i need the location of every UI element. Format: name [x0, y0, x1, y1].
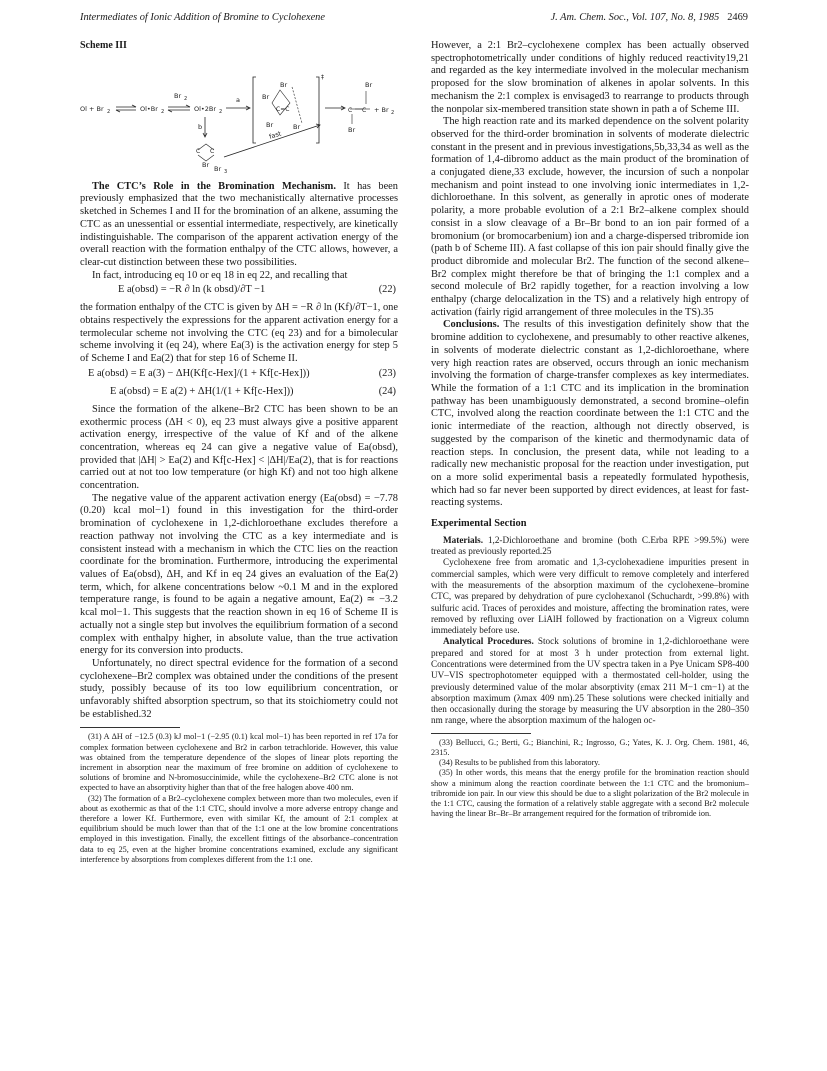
equation-22 [80, 284, 398, 299]
journal-name: J. Am. Chem. Soc., Vol. 107, No. 8, 1985 [550, 12, 720, 23]
paragraph-eq-intro: In fact, introducing eq 10 or eq 18 in eq 22, and recalling that [92, 269, 348, 281]
paragraph-negative-value: The negative value of the apparent activation energy (Ea(obsd) = −7.78 (0.20) kcal mol−1) found in this investigation for the third-order bromination of cyclohexene in 1,2-dichloroethane excludes therefore a reaction pathway not involving the CTC as a key intermediate and is consistent instead with a mechanism in which the CTC lies on the reaction coordinate for the bromination. Furthermore, introducing the experimental values of Ea(obsd), ΔH, and Kf in eq 24 gives an evaluation of the Ea(2) term, which, for alkene concentrations below ~0.1 M and in the explored temperature range, is found to be again a negative amount, Ea(2) ≃ −3.2 kcal mol−1. This suggests that the reaction shown in eq 16 of Scheme II is actually not a single step but involves the equilibrium formation of a second complex with enthalpy higher, in absolute value, than the true activation energy for its conversion into products. [80, 492, 398, 657]
equation-24 [80, 386, 398, 401]
footnote-rule [80, 727, 180, 728]
label-bromonium-br: Br [202, 160, 210, 169]
svg-text:C: C [348, 106, 353, 114]
reaction-scheme-svg [80, 57, 398, 173]
paragraph-conclusions: Conclusions. The results of this investigation definitely show that the bromine addition to cyclohexene, and presumably to other reactive alkenes, in solvents of moderate dielectric constant as 1,2-dichloroethane, where very high reaction rates are observed, occurs through an ionic mechanism involving the formation of charge-transfer complexes as key intermediates. While the formation of a 1:1 CTC and its implication in the bromination pathway has been unambiguously demonstrated, a second bromine–olefin CTC, involved along the reaction coordinate between the 1:1 CTC and the ionic intermediate of the reaction, although not directly observed, is suggested by the comparison of the kinetic and thermodynamic data of reaction steps. In conclusion, the present data, while not leading to a radically new mechanistic proposal for the reaction under investigation, put on a more solid experimental basis a repeatedly formulated hypothesis, which had so far never been supported by direct evidences, at least for fast-reacting systems. [431, 319, 749, 509]
footnote-32: (32) The formation of a Br2–cyclohexene complex between more than two molecules, even if about as exothermic as that of the 1:1 CTC, should involve a more adverse entropy change and therefore a lower Kf. Furthermore, even with similar Kf, the amount of 2:1 complex at equilibrium should be much lower than that of the 1:1 one at the low bromine concentrations employed in this investigation. Finally, the excellent fittings of the absorbance–concentration data to eq 25, even at the higher bromine concentrations examined, exclude any significant interference by absorptions from complexes different from the 1:1 one. [80, 793, 398, 864]
label-ol-br2: Ol + Br [80, 104, 104, 113]
paragraph-cyclohexene: Cyclohexene free from aromatic and 1,3-cyclohexadiene impurities present in commercial samples, which were very difficult to remove completely and interfered with the measurements of the absorption maximum of the cyclohexene–bromine CTC, was prepared by dehydration of pure cyclohexanol (Schuchardt, >99.8%) with sulfuric acid. Traces of peroxides and moisture, affecting the bromination rates, were removed by refluxing over LiAlH followed by fractionation on a Vigreux column immediately before use. [431, 557, 749, 636]
equation-24-expr: E a(obsd) = E a(2) + ΔH(1/(1 + Kf[c-Hex])) [110, 385, 294, 397]
paragraph-ctc-role: The CTC’s Role in the Bromination Mechanism. It has been previously emphasized that the two mechanistically alternative processes sketched in Schemes I and II for the bromination of an alkene, assuming the CTC as an unessential or essential intermediate, respectively, are kinetically indistinguishable. The comparison of the apparent activation energy of the overall reaction with the formation enthalpy of the CTC allows, however, a clear-cut distinction between these two possibilities. [80, 180, 398, 268]
svg-text:C: C [210, 147, 215, 155]
equation-22-expr: E a(obsd) = −R ∂ ln (k obsd)/∂T −1 [118, 284, 266, 296]
paragraph-unfortunately: Unfortunately, no direct spectral evidence for the formation of a second cyclohexene–Br2 complex was obtained under the conditions of the present study, possibly because of its too low equilibrium concentration, or unfavorably shifted absorption spectrum, so that its stoichiometry could not be established.32 [80, 657, 398, 720]
page-number: 2469 [727, 12, 748, 23]
svg-text:C=C: C=C [276, 105, 290, 113]
footnote-34: (34) Results to be published from this laboratory. [439, 758, 600, 768]
paragraph-21-complex: However, a 2:1 Br2–cyclohexene complex has been actually observed spectrophotometrically under conditions of highly reduced reactivity19,21 and regarded as the key intermediate involved in the molecular mechanism proposed for the slow bromination of alkenes in apolar solvents. In this mechanism the 2:1 complex is envisaged3 to rearrange to products through the nonpolar six-membered transition state shown in path a of Scheme III. [431, 40, 749, 115]
svg-text:C: C [362, 106, 367, 114]
svg-text:2: 2 [107, 108, 111, 115]
running-header [80, 12, 748, 28]
paragraph-high-rate: The high reaction rate and its marked dependence on the solvent polarity observed for the third-order bromination in solvents of moderate dielectric constant in the present and in previous investigations,5b,33,34 as well as the formation of 1,4-dibromo adduct as the main product of the bromination of a conjugated diene,33 exclude, however, the incursion of such a nonpolar mechanism and point instead to one involving ionic intermediates in 1,2-dichloroethane. In this solvent, as generally in aprotic ones of moderate polarity, a more probable evolution of a 2:1 Br2–alkene complex should consist in a slow cleavage of a Br–Br bond to an ion pair formed of a bromonium (or bromocarbenium) ion and a charge-dispersed tribromide ion (path b of Scheme III). A fast collapse of this ion pair should finally give the product dibromide and molecular Br2. The function of the second alkene–Br2 complex might therefore be that of bringing the 1:1 complex and a second molecule of Br2 rapidly together, for a reaction involving a low enthalpy (charge delocalization in the TS) and a relatively high entropy of activation (fairly rigid arrangement of three molecules in the TS).35 [431, 116, 749, 318]
paragraph-materials: Materials. 1,2-Dichloroethane and bromine (both C.Erba RPE >99.5%) were treated as previously reported.25 [431, 534, 749, 557]
scheme-title: Scheme III [80, 40, 127, 51]
svg-text:C: C [196, 147, 201, 155]
article-title-header: Intermediates of Ionic Addition of Bromine to Cyclohexene [80, 12, 325, 23]
label-product-br-top: Br [365, 80, 373, 89]
label-path-b: b [198, 122, 203, 131]
left-column [80, 40, 398, 865]
label-br3: Br [214, 164, 222, 173]
svg-text:2: 2 [391, 109, 395, 116]
label-path-a: a [236, 95, 240, 104]
experimental-section-body [431, 535, 749, 727]
svg-text:2: 2 [219, 108, 223, 115]
footnote-35: (35) In other words, this means that the energy profile for the bromination reaction should show a minimum along the reaction coordinate between the 1:1 CTC and the bromonium–tribromide ion pair. In our view this should be due to a slight polarization of the Br2 molecule in the 1:1 CTC, causing the formation of a relatively stable aggregate with a second Br2 molecule having the linear Br–Br–Br arrangement required for the formation of tribromide ion. [431, 768, 749, 819]
svg-text:3: 3 [224, 168, 228, 173]
label-br2-reagent: Br [174, 91, 182, 100]
paragraph-analytical: Analytical Procedures. Stock solutions of bromine in 1,2-dichloroethane were prepared and stored for at most 3 h under protection from external light. Concentrations were determined from the UV spectra taken in a Pye Unicam SP8-400 UV–VIS spectrophotometer equipped with a thermostated cell-holder, using the previously determined value of the molar absorptivity (εmax 211 M−1 cm−1) at the absorption maximum (λmax 409 nm).25 These solutions were checked initially and then occasionally during the storage by measuring the UV absorption in the 280–350 nm range, where the absorption maximum of the halogen oc- [431, 636, 749, 726]
paragraph-ctc-role-runin: The CTC’s Role in the Bromination Mechanism. [92, 180, 336, 192]
paragraph-enthalpy: the formation enthalpy of the CTC is given by ΔH = −R ∂ ln (Kf)/∂T−1, one obtains respectively the expressions for the apparent activation energy for a termolecular scheme not involving the CTC (eq 23) and for a bimolecular scheme involving it (eq 24), where Ea(3) is the activation energy for step 5 of Scheme I and Ea(2) that for step 16 of Scheme II. [80, 302, 398, 365]
footnotes-left [80, 732, 398, 865]
footnote-33: (33) Bellucci, G.; Berti, G.; Bianchini, R.; Ingrosso, G.; Yates, K. J. Org. Chem. 1981, 46, 2315. [431, 737, 749, 757]
label-br-low: Br [266, 120, 274, 129]
label-br-low2: Br [293, 122, 301, 131]
label-br-top: Br [280, 80, 288, 89]
paragraph-materials-runin: Materials. [443, 534, 484, 545]
label-product-br-low: Br [348, 125, 356, 134]
scheme-diagram [80, 57, 398, 173]
label-ol-2br2: Ol•2Br [194, 104, 217, 113]
svg-text:‡: ‡ [321, 73, 324, 81]
footnote-rule-right [431, 733, 531, 734]
equation-23 [80, 368, 398, 383]
label-plus-br2: + Br [374, 105, 389, 114]
equation-23-expr: E a(obsd) = E a(3) − ΔH(Kf[c-Hex]/(1 + Kf[c-Hex])) [88, 367, 310, 379]
journal-citation [551, 12, 748, 23]
label-br-mid: Br [262, 92, 270, 101]
footnote-31: (31) A ΔH of −12.5 (0.3) kJ mol−1 (−2.95 (0.1) kcal mol−1) has been reported in ref 17a for complex formation between cyclohexene and Br2 in carbon tetrachloride. However, this value was obtained from the temperature dependence of the slopes of linear plots reporting the increment in absorption near the maximum of free bromine on addition of cyclohexene to solutions of bromine and N-bromosuccinimide, while the cyclohexene–Br2 CTC alone is not expected to have an absorptivity higher than that of the free halogen above 400 nm. [80, 732, 398, 793]
paragraph-exothermic: Since the formation of the alkene–Br2 CTC has been shown to be an exothermic process (ΔH < 0), eq 23 must always give a positive apparent activation energy, irrespective of the value of Kf and of the alkene concentration, whereas eq 24 can give a negative value of Ea(obsd), provided that |ΔH| > Ea(2) and Kf[c-Hex] < |ΔH|/Ea(2), that is for reactions carried out at not too low temperature (or high Kf) and not too high alkene concentration. [80, 403, 398, 492]
equation-24-number: (24) [378, 385, 396, 397]
right-column [431, 40, 749, 819]
equation-23-number: (23) [378, 367, 396, 379]
experimental-section-heading: Experimental Section [431, 518, 527, 530]
footnotes-right [431, 738, 749, 820]
svg-text:2: 2 [161, 108, 165, 115]
paragraph-analytical-runin: Analytical Procedures. [443, 636, 534, 647]
label-fast: fast [268, 129, 283, 141]
equation-22-number: (22) [378, 284, 396, 296]
label-ol-br2-complex: Ol•Br [140, 104, 158, 113]
paragraph-conclusions-runin: Conclusions. [443, 319, 500, 331]
svg-text:2: 2 [184, 95, 188, 102]
